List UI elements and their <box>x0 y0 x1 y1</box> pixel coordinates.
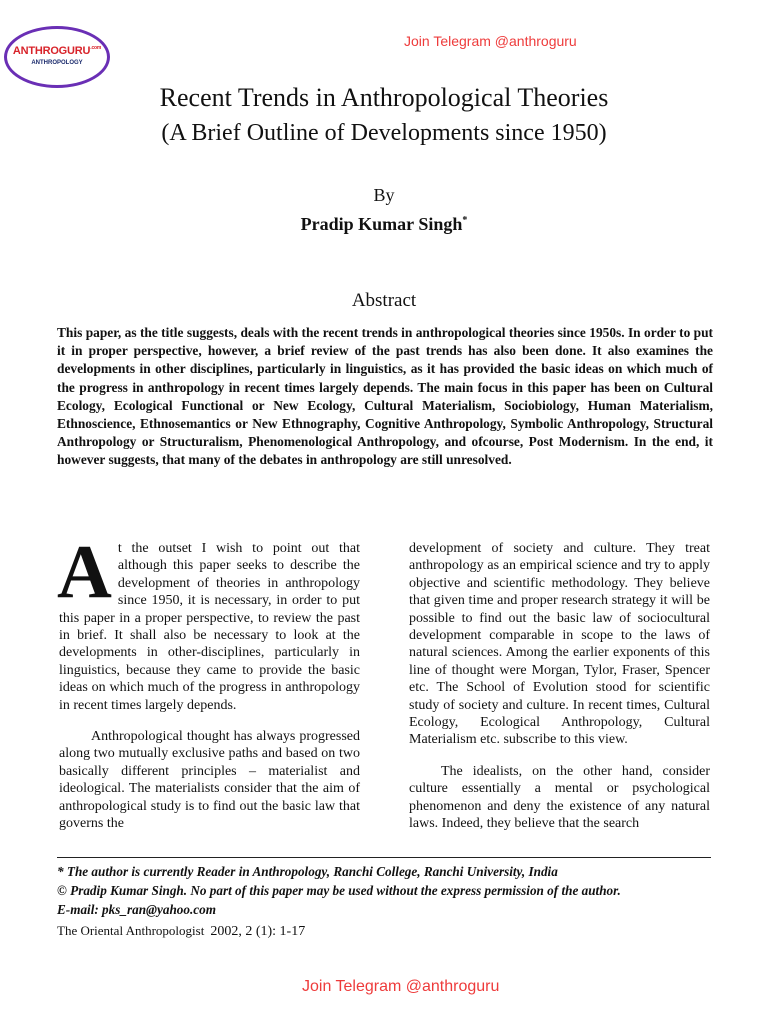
logo-subtitle: ANTHROPOLOGY <box>31 60 83 66</box>
author-footnote-mark: * <box>462 215 468 226</box>
left-paragraph-1: At the outset I wish to point out that although this paper seeks to describe the development of theories in anthropology since 1950, it is necessary, in order to put this paper in a proper perspective, to review the past in brief. It shall also be necessary to look at the developments in other-disciplines, particularly in linguistics, because they came to provide the basic ideas on which much of the progress in anthropology in recent times largely depends. <box>57 530 360 713</box>
abstract-heading: Abstract <box>351 290 417 311</box>
left-column <box>57 530 360 833</box>
left-paragraph-2: Anthropological thought has always progressed along two mutually exclusive paths and based on two basically different principles – materialist and ideological. The materialists consider that the aim of anthropological study is to find out the basic law that governs the <box>59 729 360 832</box>
author-footnote: * The author is currently Reader in Anthropology, Ranchi College, Ranchi University, India <box>57 864 558 879</box>
paper-title: Recent Trends in Anthropological Theories <box>159 83 609 112</box>
paper-subtitle: (A Brief Outline of Developments since 1950) <box>161 120 607 146</box>
right-column <box>409 540 710 833</box>
abstract-text: This paper, as the title suggests, deals with the recent trends in anthropological theories since 1950s. In order to put it in proper perspective, however, a brief review of the past trends has also been done. It also examines the developments in other disciplines, particularly in linguistics, as it has provided the basic ideas on which much of the progress in anthropology in recent times largely depends. The main focus in this paper has been on Cultural Ecology, Ecological Functional or New Ecology, Cultural Materialism, Sociobiology, Human Materialism, Ethnoscience, Ethnosemantics or New Ethnography, Cognitive Anthropology, Symbolic Anthropology, Structural Anthropology or Structuralism, Phenomenological Anthropology, and ofcourse, Post Modernism. In the end, it however suggests, that many of the debates in anthropology are still unresolved. <box>57 325 713 468</box>
author-email[interactable]: E-mail: pks_ran@yahoo.com <box>57 902 216 917</box>
telegram-link-top[interactable]: Join Telegram @anthroguru <box>404 33 577 49</box>
journal-name: The Oriental Anthropologist <box>57 923 205 938</box>
drop-cap: A <box>57 530 112 614</box>
right-paragraph-1: development of society and culture. They treat anthropology as an empirical science and try to apply objective and scientific methodology. They believe that given time and proper research strategy it will be possible to find out the basic law of sociocultural development comparable in scope to the laws of natural sciences. Among the earlier exponents of this line of thought were Morgan, Tylor, Fraser, Spencer etc. The School of Evolution stood for scientific study of society and culture. In recent times, Cultural Ecology, Ecological Anthropology, Cultural Materialism etc. subscribe to this view. <box>409 541 710 748</box>
logo-wordmark: $ANTHROGURU^{.com}$ <box>12 45 102 57</box>
footnote-divider <box>57 857 711 858</box>
journal-volume-pages: 2002, 2 (1): 1-17 <box>210 924 306 939</box>
right-paragraph-2: The idealists, on the other hand, consider culture essentially a mental or psychological phenomenon and deny the existence of any natural laws. Indeed, they believe that the search <box>409 763 710 832</box>
copyright-notice: © Pradip Kumar Singh. No part of this paper may be used without the express permission of the author. <box>57 883 621 898</box>
anthroguru-logo[interactable] <box>4 26 110 88</box>
journal-citation <box>57 923 305 940</box>
telegram-link-bottom[interactable]: Join Telegram @anthroguru <box>302 978 500 995</box>
byline-label: By <box>373 185 395 205</box>
author-name: Pradip Kumar Singh* <box>300 214 468 234</box>
